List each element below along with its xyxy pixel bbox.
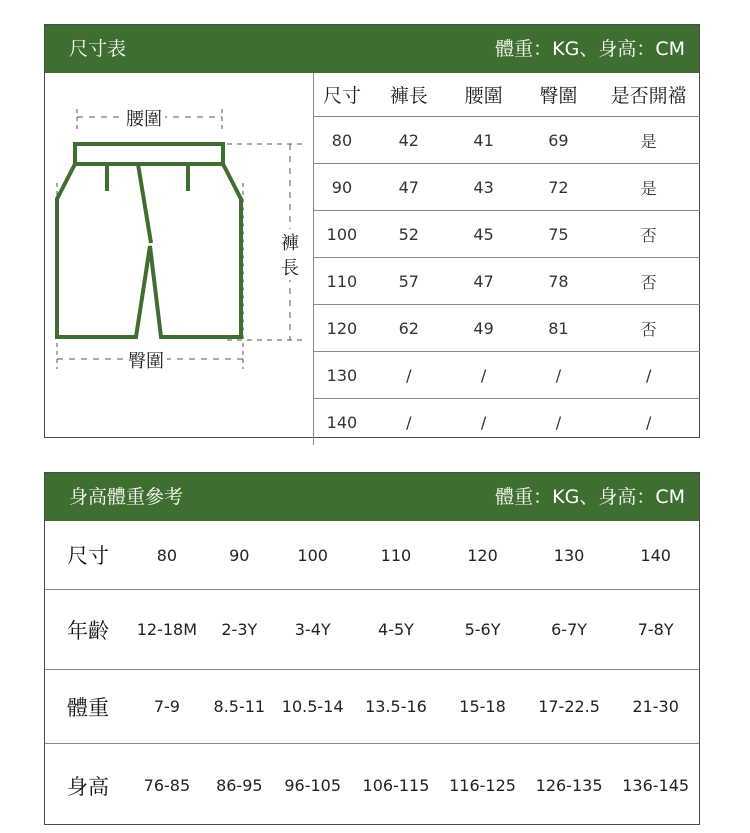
cell: 47	[370, 164, 448, 211]
cell: 7-9	[128, 670, 206, 744]
size-chart-header	[45, 25, 699, 73]
cell: 80	[314, 117, 370, 164]
table-row	[45, 590, 699, 670]
cell: 75	[520, 211, 598, 258]
waist-label: 腰圍	[123, 105, 165, 131]
cell: 90	[206, 521, 273, 590]
cell: 120	[314, 305, 370, 352]
cell: 3-4Y	[273, 590, 353, 670]
cell: 47	[448, 258, 520, 305]
table-row	[45, 744, 699, 828]
cell: 126-135	[535, 776, 603, 795]
waistband-shape	[75, 144, 223, 164]
table-row	[314, 211, 701, 258]
cell: 17-22.5	[526, 670, 613, 744]
length-label-bottom: 長	[278, 254, 302, 280]
table-row	[314, 117, 701, 164]
table-row	[314, 258, 701, 305]
header-open-crotch: 是否開襠	[597, 73, 700, 117]
cell: 8.5-11	[206, 670, 273, 744]
cell: 110	[353, 521, 440, 590]
size-table	[313, 73, 700, 445]
cell: 13.5-16	[353, 670, 440, 744]
cell: 69	[520, 117, 598, 164]
cell: /	[370, 352, 448, 399]
table-row	[314, 352, 701, 399]
size-chart-title: 尺寸表	[69, 38, 127, 60]
size-chart-panel	[44, 24, 700, 438]
cell: 81	[520, 305, 598, 352]
reference-units: 體重：KG、身高：CM	[495, 486, 685, 508]
length-label-top: 褲	[278, 229, 302, 255]
row-label-height: 身高	[67, 774, 109, 799]
cell: 100	[314, 211, 370, 258]
size-chart-units: 體重：KG、身高：CM	[495, 38, 685, 60]
cell: 7-8Y	[612, 590, 699, 670]
header-waist: 腰圍	[448, 73, 520, 117]
cell: 6-7Y	[526, 590, 613, 670]
cell: 78	[520, 258, 598, 305]
cell: 57	[370, 258, 448, 305]
cell: 41	[448, 117, 520, 164]
cell: /	[480, 412, 487, 432]
reference-table	[45, 521, 699, 827]
row-label-size: 尺寸	[45, 521, 128, 590]
cell: 72	[520, 164, 598, 211]
cell: 5-6Y	[439, 590, 526, 670]
cell: 45	[448, 211, 520, 258]
row-label-weight: 體重	[45, 670, 128, 744]
table-row	[45, 521, 699, 590]
cell: 76-85	[143, 776, 191, 795]
cell: 12-18M	[128, 590, 206, 670]
cell: 96-105	[284, 776, 342, 795]
cell: 21-30	[612, 670, 699, 744]
cell: 130	[314, 352, 370, 399]
cell: 43	[448, 164, 520, 211]
shorts-diagram	[45, 73, 313, 438]
size-table-header-row	[314, 73, 701, 117]
header-hip: 臀圍	[520, 73, 598, 117]
cell: 62	[370, 305, 448, 352]
cell: /	[448, 352, 520, 399]
cell: 否	[597, 211, 700, 258]
cell: /	[406, 412, 412, 432]
cell: 140	[612, 521, 699, 590]
table-row	[314, 399, 701, 446]
cell: 116-125	[449, 776, 516, 795]
cell: 110	[314, 258, 370, 305]
table-row	[314, 164, 701, 211]
cell: 10.5-14	[273, 670, 353, 744]
reference-header	[45, 473, 699, 521]
cell: /	[555, 412, 562, 432]
header-length: 褲長	[370, 73, 448, 117]
cell: 106-115	[362, 776, 430, 795]
reference-title: 身高體重參考	[69, 486, 184, 508]
row-label-age: 年齡	[45, 590, 128, 670]
table-row	[45, 670, 699, 744]
cell: /	[597, 352, 700, 399]
cell: 否	[597, 258, 700, 305]
cell: 2-3Y	[206, 590, 273, 670]
cell: 136-145	[622, 776, 690, 795]
cell: 15-18	[439, 670, 526, 744]
cell: 52	[370, 211, 448, 258]
shorts-illustration	[45, 73, 313, 438]
cell: 49	[448, 305, 520, 352]
cell: 130	[526, 521, 613, 590]
cell: /	[645, 412, 652, 432]
cell: 否	[597, 305, 700, 352]
cell: 90	[314, 164, 370, 211]
cell: /	[520, 352, 598, 399]
cell: 42	[370, 117, 448, 164]
shorts-outline	[57, 164, 241, 337]
cell: 是	[597, 117, 700, 164]
cell: 120	[439, 521, 526, 590]
height-weight-reference-panel	[44, 472, 700, 825]
cell: 100	[273, 521, 353, 590]
cell: 86-95	[216, 776, 263, 795]
cell: 80	[128, 521, 206, 590]
header-size: 尺寸	[314, 73, 370, 117]
cell: 140	[314, 399, 370, 446]
table-row	[314, 305, 701, 352]
hip-label: 臀圍	[125, 347, 167, 373]
cell: 4-5Y	[353, 590, 440, 670]
cell: 是	[597, 164, 700, 211]
